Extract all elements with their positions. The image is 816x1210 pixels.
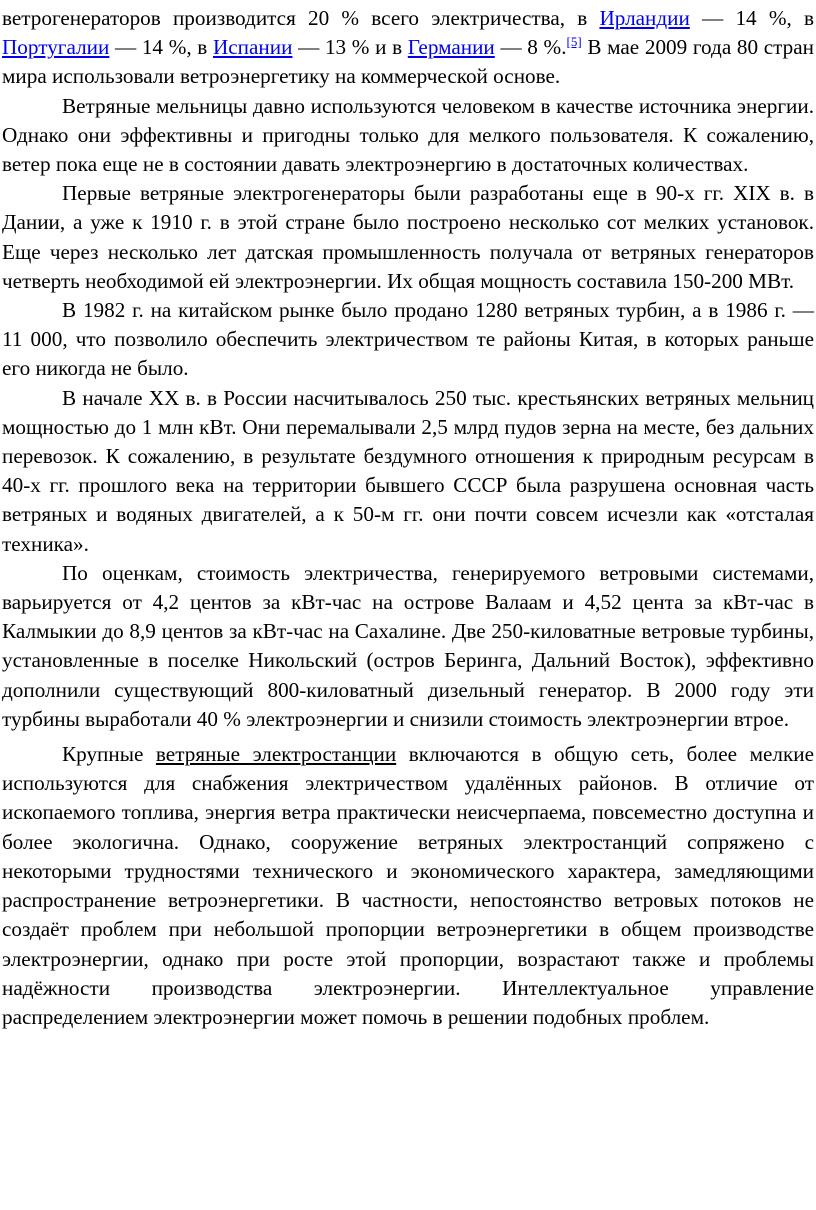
paragraph-7 — [2, 740, 814, 1032]
paragraph-text: В мае 2009 года 80 стран мира использовали ветроэнергетику на коммерческой основе. — [2, 35, 814, 89]
paragraph-6: По оценкам, стоимость электричества, генерируемого ветровыми системами, варьируется от 4,2 центов за кВт-час на острове Валаам и 4,52 цента за кВт-час в Калмыкии до 8,9 центов за кВт-час на Сахалине. Две 250-киловатные ветровые турбины, установленные в поселке Никольский (остров Беринга, Дальний Восток), эффективно дополнили существующий 800-киловатный дизельный генератор. В 2000 году эти турбины выработали 40 % электроэнергии и снизили стоимость электроэнергии втрое. — [2, 560, 814, 731]
paragraph-text: — 13 % и в — [292, 35, 408, 60]
paragraph-text: Крупные — [62, 742, 156, 767]
paragraph-2: Ветряные мельницы давно используются человеком в качестве источника энергии. Однако они эффективны и пригодны только для мелкого пользователя. К сожалению, ветер пока еще не в состоянии давать электроэнергию в достаточных количествах. — [2, 93, 814, 177]
footnote-link[interactable]: [5] — [566, 34, 582, 50]
paragraph-text: ветрогенераторов производится 20 % всего электричества, в — [2, 6, 600, 30]
link-ireland[interactable]: Ирландии — [599, 6, 690, 30]
footnote-ref — [567, 34, 582, 49]
paragraph-1 — [2, 4, 814, 92]
link-germany[interactable]: Германии — [407, 35, 495, 60]
paragraph-text: включаются в общую сеть, более мелкие используются для снабжения электричеством удалённых районов. В отличие от ископаемого топлива, энергия ветра практически неисчерпаема, повсеместно доступна и более экологична. Однако, сооружение ветряных электростанций сопряжено с некоторыми трудностями технического и экономического характера, замедляющими распространение ветроэнергетики. В частности, непостоянство ветровых потоков не создаёт проблем при небольшой пропорции ветроэнергетики в общем производстве электроэнергии, однако при росте этой пропорции, возрастают также и проблемы надёжности производства электроэнергии. Интеллектуальное управление распределением электроэнергии может помочь в решении подобных проблем. — [2, 742, 815, 1029]
paragraph-text: — 14 %, в — [689, 6, 814, 30]
paragraph-4: В 1982 г. на китайском рынке было продано 1280 ветряных турбин, а в 1986 г. — 11 000, что позволило обеспечить электричеством те районы Китая, в которых раньше его никогда не было. — [2, 298, 814, 381]
link-portugal[interactable]: Португалии — [2, 35, 110, 60]
paragraph-text: — 14 %, в — [109, 35, 213, 60]
paragraph-3: Первые ветряные электрогенераторы были разработаны еще в 90-х гг. XIX в. в Дании, а уже к 1910 г. в этой стране было построено несколько сот мелких установок. Еще через несколько лет датская промышленность получала от ветряных генераторов четверть необходимой ей электроэнергии. Их общая мощность составила 150-200 МВт. — [2, 181, 814, 293]
paragraph-text: — 8 %. — [494, 35, 567, 60]
link-spain[interactable]: Испании — [212, 35, 293, 60]
paragraph-5: В начале XX в. в России насчитывалось 250 тыс. крестьянских ветряных мельниц мощностью до 1 млн кВт. Они перемалывали 2,5 млрд пудов зерна на месте, без дальних перевозок. К сожалению, в результате бездумного отношения к природным ресурсам в 40-х гг. прошлого века на территории бывшего СССР была разрушена основная часть ветряных и водяных двигателей, а к 50-м гг. они почти совсем исчезли как «отсталая техника». — [2, 385, 814, 556]
link-wind-power-stations[interactable]: ветряные электростанции — [155, 742, 397, 767]
